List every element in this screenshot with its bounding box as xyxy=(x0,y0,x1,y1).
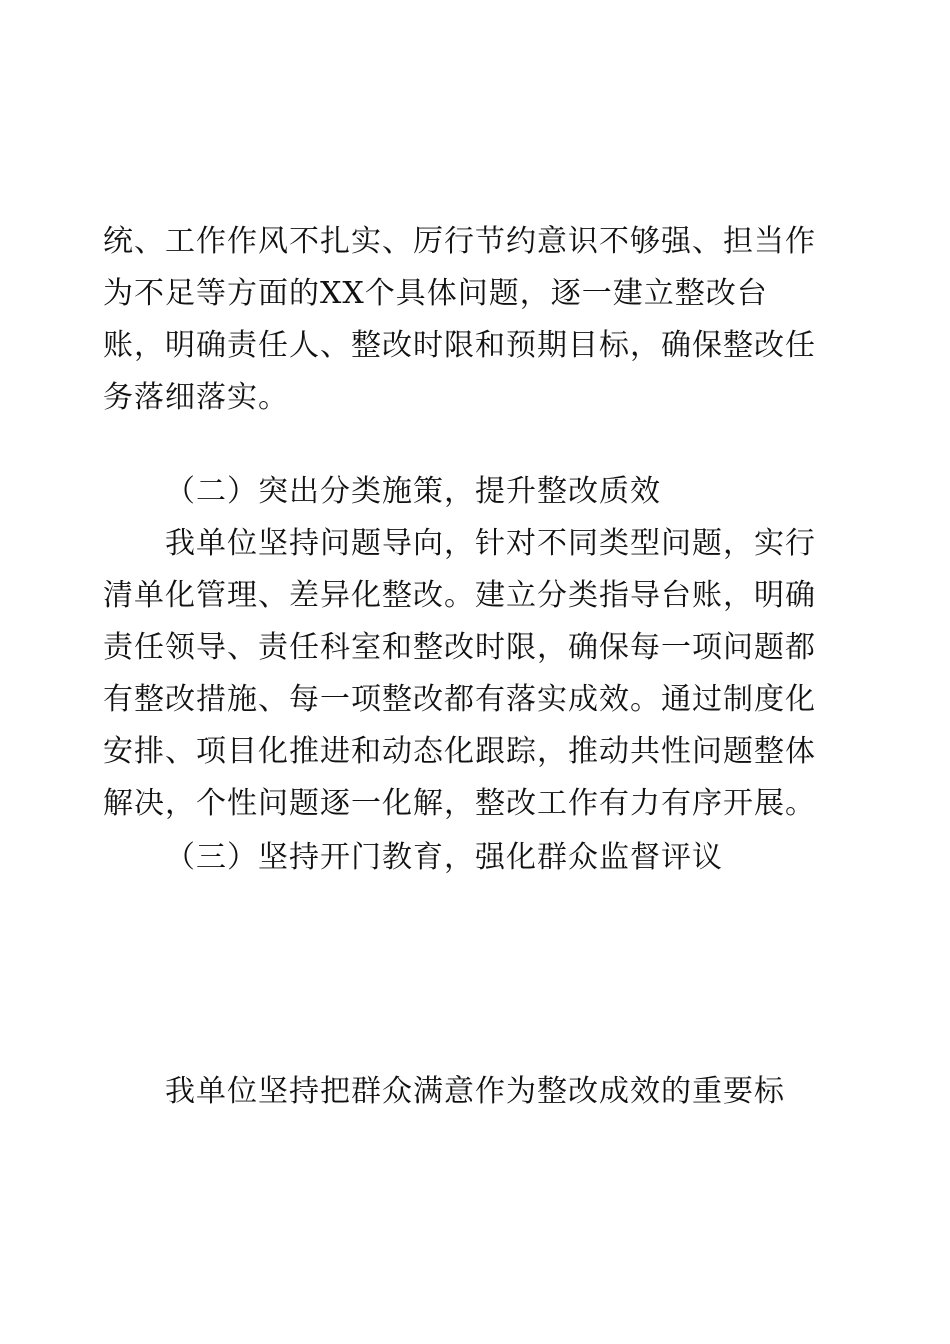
paragraph-1-line-4: 务落细落实。 xyxy=(103,380,289,415)
paragraph-1-line-1: 统、工作作风不扎实、厉行节约意识不够强、担当作 xyxy=(103,224,816,259)
paragraph-2-line-4: 有整改措施、每一项整改都有落实成效。通过制度化 xyxy=(103,682,816,717)
section-heading-2: （二）突出分类施策，提升整改质效 xyxy=(165,474,661,509)
paragraph-2-line-6: 解决，个性问题逐一化解，整改工作有力有序开展。 xyxy=(103,786,816,821)
paragraph-1-line-3: 账，明确责任人、整改时限和预期目标，确保整改任 xyxy=(103,328,816,363)
paragraph-2-line-3: 责任领导、责任科室和整改时限，确保每一项问题都 xyxy=(103,630,816,665)
paragraph-2-line-5: 安排、项目化推进和动态化跟踪，推动共性问题整体 xyxy=(103,734,816,769)
paragraph-2-line-2: 清单化管理、差异化整改。建立分类指导台账，明确 xyxy=(103,578,816,613)
section-heading-3: （三）坚持开门教育，强化群众监督评议 xyxy=(165,840,723,875)
paragraph-2-line-1: 我单位坚持问题导向，针对不同类型问题，实行 xyxy=(165,526,816,561)
paragraph-1-line-2: 为不足等方面的XX个具体问题，逐一建立整改台 xyxy=(103,276,768,311)
paragraph-3-line-1: 我单位坚持把群众满意作为整改成效的重要标 xyxy=(165,1074,785,1109)
